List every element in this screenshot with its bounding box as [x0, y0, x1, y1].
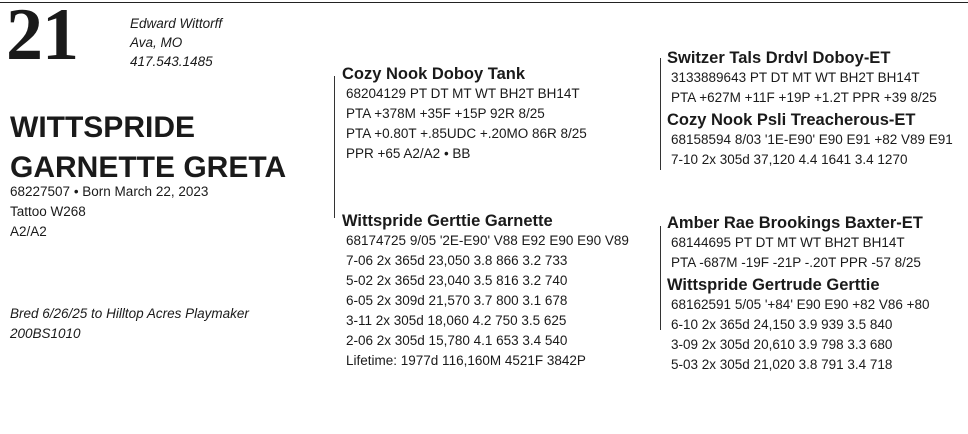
- sire-dam-name: Cozy Nook Psli Treacherous-ET: [667, 111, 916, 129]
- dam-row: 6-05 2x 309d 21,570 3.7 800 3.1 678: [346, 293, 568, 308]
- dam-row: 3-11 2x 305d 18,060 4.2 750 3.5 625: [346, 313, 567, 328]
- sire-dam-block: [667, 110, 953, 170]
- animal-name-line1: WITTSPRIDE: [10, 111, 195, 144]
- beta-casein: A2/A2: [10, 224, 47, 239]
- bred-info: [10, 304, 249, 344]
- sire-dam-row: 7-10 2x 305d 37,120 4.4 1641 3.4 1270: [671, 152, 908, 167]
- dam-row: Lifetime: 1977d 116,160M 4521F 3842P: [346, 353, 586, 368]
- pedigree-line-sire: [660, 58, 661, 170]
- sire-row: 68204129 PT DT MT WT BH2T BH14T: [346, 86, 580, 101]
- dam-row: 5-02 2x 365d 23,040 3.5 816 3.2 740: [346, 273, 568, 288]
- animal-info: [10, 182, 208, 242]
- dam-dam-block: [667, 275, 930, 375]
- dam-dam-row: 68162591 5/05 '+84' E90 E90 +82 V86 +80: [671, 297, 930, 312]
- sire-dam-row: 68158594 8/03 '1E-E90' E90 E91 +82 V89 E91: [671, 132, 953, 147]
- animal-name: [10, 108, 286, 188]
- consignor-location: Ava, MO: [130, 35, 183, 50]
- sire-row: PTA +378M +35F +15P 92R 8/25: [346, 106, 545, 121]
- pedigree-line-left: [334, 76, 335, 218]
- consignor-block: [130, 14, 222, 71]
- registration-birth: 68227507 • Born March 22, 2023: [10, 184, 209, 199]
- dam-dam-row: 6-10 2x 365d 24,150 3.9 939 3.5 840: [671, 317, 893, 332]
- dam-row: 7-06 2x 365d 23,050 3.8 866 3.2 733: [346, 253, 568, 268]
- sire-sire-name: Switzer Tals Drdvl Doboy-ET: [667, 49, 891, 67]
- top-rule: [0, 2, 968, 3]
- sire-sire-block: [667, 48, 937, 108]
- consignor-name: Edward Wittorff: [130, 16, 223, 31]
- sire-name: Cozy Nook Doboy Tank: [342, 65, 526, 83]
- consignor-phone: 417.543.1485: [130, 54, 213, 69]
- dam-dam-row: 5-03 2x 305d 21,020 3.8 791 3.4 718: [671, 357, 893, 372]
- bred-line1: Bred 6/26/25 to Hilltop Acres Playmaker: [10, 306, 249, 321]
- dam-block: [342, 211, 629, 371]
- sire-sire-row: 3133889643 PT DT MT WT BH2T BH14T: [671, 70, 920, 85]
- sire-block: [342, 64, 587, 164]
- sire-sire-row: PTA +627M +11F +19P +1.2T PPR +39 8/25: [671, 90, 937, 105]
- dam-dam-row: 3-09 2x 305d 20,610 3.9 798 3.3 680: [671, 337, 893, 352]
- dam-sire-block: [667, 213, 923, 273]
- dam-sire-row: 68144695 PT DT MT WT BH2T BH14T: [671, 235, 905, 250]
- dam-sire-name: Amber Rae Brookings Baxter-ET: [667, 214, 923, 232]
- pedigree-line-dam: [660, 226, 661, 330]
- sire-row: PTA +0.80T +.85UDC +.20MO 86R 8/25: [346, 126, 587, 141]
- tattoo: Tattoo W268: [10, 204, 86, 219]
- dam-sire-row: PTA -687M -19F -21P -.20T PPR -57 8/25: [671, 255, 921, 270]
- dam-name: Wittspride Gerttie Garnette: [342, 212, 553, 230]
- animal-name-line2: GARNETTE GRETA: [10, 151, 287, 184]
- dam-row: 2-06 2x 305d 15,780 4.1 653 3.4 540: [346, 333, 568, 348]
- bred-line2: 200BS1010: [10, 326, 81, 341]
- lot-number: 21: [6, 0, 78, 76]
- dam-dam-name: Wittspride Gertrude Gerttie: [667, 276, 880, 294]
- sire-row: PPR +65 A2/A2 • BB: [346, 146, 471, 161]
- dam-row: 68174725 9/05 '2E-E90' V88 E92 E90 E90 V89: [346, 233, 629, 248]
